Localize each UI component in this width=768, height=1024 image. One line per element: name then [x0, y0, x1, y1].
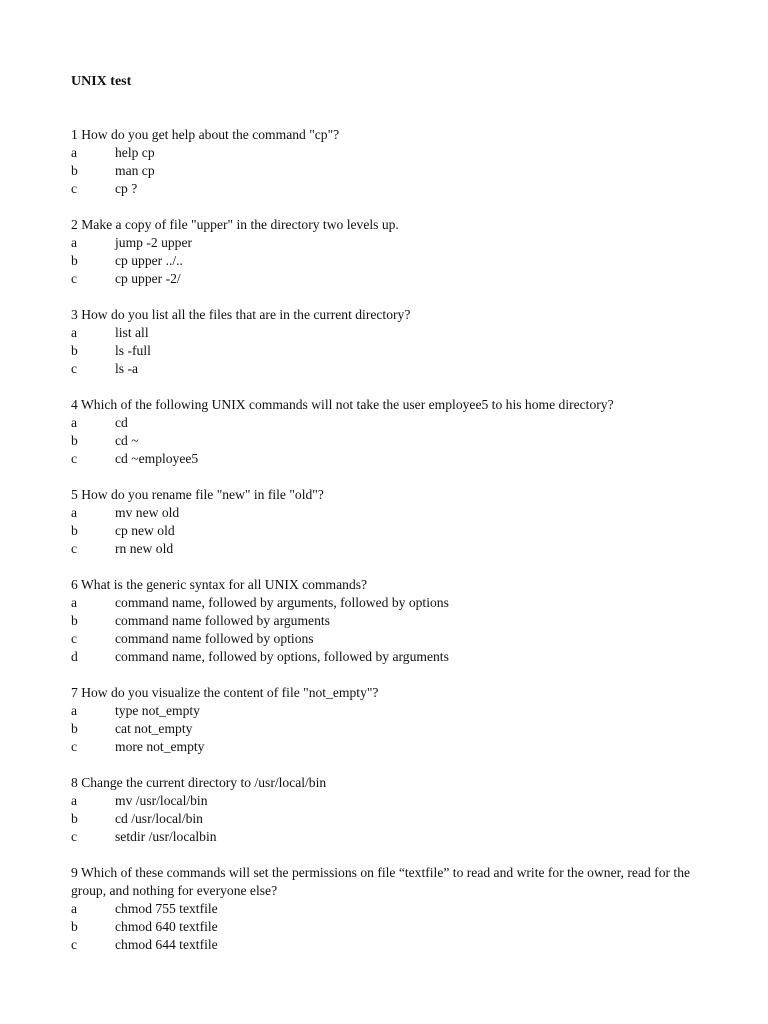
answer-option: [71, 648, 711, 666]
option-letter: c: [71, 271, 78, 286]
option-text: ls -full: [115, 343, 151, 358]
option-text: chmod 644 textfile: [115, 937, 218, 952]
answer-option: [71, 162, 711, 180]
answer-option: [71, 144, 711, 162]
option-letter: d: [71, 649, 78, 664]
option-text: jump -2 upper: [115, 235, 193, 250]
option-text: cd ~: [115, 433, 139, 448]
option-text: cp ?: [115, 181, 138, 196]
option-letter: a: [71, 703, 78, 718]
question-2: [71, 216, 711, 288]
answer-option: [71, 630, 711, 648]
option-text: help cp: [115, 145, 155, 160]
option-text: list all: [115, 325, 149, 340]
option-text: mv new old: [115, 505, 180, 520]
option-text: cd ~employee5: [115, 451, 199, 466]
option-text: command name, followed by options, followed by arguments: [115, 649, 449, 664]
answer-option: [71, 360, 711, 378]
question-1: [71, 126, 711, 198]
answer-option: [71, 324, 711, 342]
option-text: setdir /usr/localbin: [115, 829, 217, 844]
option-text: type not_empty: [115, 703, 200, 718]
question-text: 8 Change the current directory to /usr/local/bin: [71, 775, 327, 790]
option-letter: b: [71, 253, 78, 268]
question-8: [71, 774, 711, 846]
document-title: UNIX test: [71, 74, 132, 89]
option-text: command name, followed by arguments, followed by options: [115, 595, 449, 610]
answer-option: [71, 918, 711, 936]
option-letter: b: [71, 343, 78, 358]
option-letter: a: [71, 595, 78, 610]
option-text: command name followed by options: [115, 631, 314, 646]
answer-option: [71, 612, 711, 630]
answer-option: [71, 738, 711, 756]
option-text: cp new old: [115, 523, 175, 538]
question-9: [71, 864, 711, 954]
question-text: 6 What is the generic syntax for all UNIX commands?: [71, 577, 368, 592]
answer-option: [71, 900, 711, 918]
answer-option: [71, 252, 711, 270]
option-letter: c: [71, 541, 78, 556]
option-letter: c: [71, 451, 78, 466]
option-letter: a: [71, 505, 78, 520]
answer-option: [71, 810, 711, 828]
option-text: cp upper -2/: [115, 271, 181, 286]
option-letter: b: [71, 433, 78, 448]
answer-option: [71, 828, 711, 846]
option-text: more not_empty: [115, 739, 205, 754]
option-letter: a: [71, 235, 78, 250]
question-text: 3 How do you list all the files that are in the current directory?: [71, 307, 411, 322]
option-letter: c: [71, 361, 78, 376]
document-page: [71, 73, 711, 972]
question-text: 4 Which of the following UNIX commands will not take the user employee5 to his home directory?: [71, 397, 614, 412]
answer-option: [71, 234, 711, 252]
option-letter: b: [71, 721, 78, 736]
answer-option: [71, 720, 711, 738]
answer-option: [71, 936, 711, 954]
option-letter: b: [71, 163, 78, 178]
option-letter: c: [71, 739, 78, 754]
question-text: 9 Which of these commands will set the permissions on file “textfile” to read and write for the owner, read for the group, and nothing for everyone else?: [71, 865, 691, 898]
option-text: cd /usr/local/bin: [115, 811, 203, 826]
answer-option: [71, 342, 711, 360]
answer-option: [71, 450, 711, 468]
option-letter: b: [71, 613, 78, 628]
option-letter: c: [71, 937, 78, 952]
answer-option: [71, 522, 711, 540]
option-text: chmod 640 textfile: [115, 919, 218, 934]
question-5: [71, 486, 711, 558]
option-letter: b: [71, 523, 78, 538]
option-letter: c: [71, 829, 78, 844]
question-text: 7 How do you visualize the content of file "not_empty"?: [71, 685, 379, 700]
option-letter: a: [71, 901, 78, 916]
answer-option: [71, 504, 711, 522]
option-letter: a: [71, 415, 78, 430]
option-letter: c: [71, 181, 78, 196]
option-letter: a: [71, 793, 78, 808]
option-text: ls -a: [115, 361, 139, 376]
option-letter: b: [71, 811, 78, 826]
answer-option: [71, 540, 711, 558]
option-letter: c: [71, 631, 78, 646]
option-text: man cp: [115, 163, 155, 178]
option-letter: a: [71, 325, 78, 340]
answer-option: [71, 594, 711, 612]
answer-option: [71, 792, 711, 810]
question-text: 1 How do you get help about the command "cp"?: [71, 127, 340, 142]
option-text: cat not_empty: [115, 721, 193, 736]
question-text: 5 How do you rename file "new" in file "old"?: [71, 487, 324, 502]
question-text: 2 Make a copy of file "upper" in the directory two levels up.: [71, 217, 399, 232]
option-text: cp upper ../..: [115, 253, 183, 268]
answer-option: [71, 702, 711, 720]
question-6: [71, 576, 711, 666]
answer-option: [71, 180, 711, 198]
option-letter: b: [71, 919, 78, 934]
option-text: rn new old: [115, 541, 174, 556]
answer-option: [71, 270, 711, 288]
option-text: mv /usr/local/bin: [115, 793, 208, 808]
option-text: cd: [115, 415, 128, 430]
question-3: [71, 306, 711, 378]
question-7: [71, 684, 711, 756]
option-text: command name followed by arguments: [115, 613, 330, 628]
answer-option: [71, 432, 711, 450]
answer-option: [71, 414, 711, 432]
question-4: [71, 396, 711, 468]
option-letter: a: [71, 145, 78, 160]
option-text: chmod 755 textfile: [115, 901, 218, 916]
